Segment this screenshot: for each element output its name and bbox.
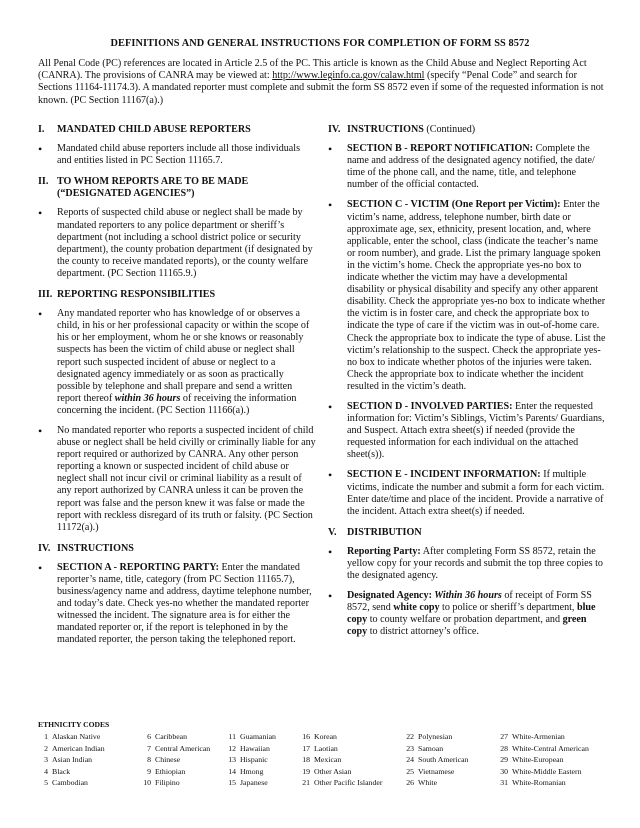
ethnicity-code-label: Hawaiian	[240, 743, 270, 753]
list-item	[328, 469, 606, 517]
list-item	[328, 199, 606, 393]
section-heading	[38, 543, 316, 555]
ethnicity-code-item	[400, 766, 468, 778]
ethnicity-code-label: Korean	[314, 732, 337, 741]
ethnicity-code-item	[296, 731, 382, 743]
ethnicity-code-number: 24	[406, 755, 414, 765]
bullet-icon: •	[328, 198, 333, 213]
ethnicity-code-number: 5	[44, 778, 48, 788]
section-heading	[328, 527, 606, 539]
text-run: Enter the requested information for: Victim’s Siblings, Victim’s Parents/ Guardians, and Suspect. Attach extra sheet(s) if needed (provide the requested information for each individual on the attached sheet(s)).	[347, 400, 605, 461]
bullet-icon: •	[328, 589, 333, 604]
canra-link[interactable]: http://www.leginfo.ca.gov/calaw.html	[272, 70, 425, 82]
ethnicity-code-item	[494, 743, 589, 755]
ethnicity-code-label: Mexican	[314, 755, 342, 765]
ethnicity-code-label: Cambodian	[52, 778, 88, 788]
ethnicity-code-number: 15	[228, 778, 236, 788]
ethnicity-code-number: 23	[406, 743, 414, 753]
section-4	[38, 543, 316, 647]
copy-green-label: green copy	[347, 614, 587, 638]
list-item	[38, 562, 316, 647]
ethnicity-code-label: Other Asian	[314, 766, 352, 776]
bullet-text	[347, 546, 606, 582]
ethnicity-code-item	[38, 754, 105, 766]
ethnicity-code-label: Polynesian	[418, 732, 453, 741]
ethnicity-code-label: Chinese	[155, 755, 181, 765]
section-2	[38, 176, 316, 280]
ethnicity-code-label: American Indian	[52, 743, 105, 753]
section-title: MANDATED CHILD ABUSE REPORTERS	[57, 124, 251, 135]
bullet-icon: •	[38, 142, 43, 157]
continued-label: (Continued)	[423, 124, 476, 135]
list-item	[328, 401, 606, 461]
section-number: III.	[38, 289, 53, 301]
ethnicity-code-label: Samoan	[418, 743, 444, 753]
section-title: DISTRIBUTION	[347, 526, 422, 538]
ethnicity-code-label: White-Romanian	[512, 778, 566, 788]
ethnicity-code-number: 12	[228, 743, 236, 753]
section-4-continued	[328, 124, 606, 518]
bullet-icon: •	[38, 423, 43, 438]
ethnicity-code-number: 25	[406, 766, 414, 776]
ethnicity-code-item	[400, 777, 468, 789]
ethnicity-code-item	[137, 766, 210, 778]
ethnicity-code-number: 21	[302, 778, 310, 788]
bullet-icon: •	[328, 142, 333, 157]
ethnicity-code-item	[400, 731, 468, 743]
ethnicity-code-label: Vietnamese	[418, 766, 455, 776]
text-run: of receipt of Form SS 8572, send	[347, 590, 592, 614]
section-3	[38, 289, 316, 534]
bullet-text	[347, 469, 606, 517]
ethnicity-code-number: 1	[44, 732, 48, 741]
bullet-label: SECTION E - INCIDENT INFORMATION:	[347, 469, 541, 481]
list-item	[328, 546, 606, 582]
ethnicity-column	[494, 731, 589, 789]
ethnicity-code-number: 30	[500, 766, 508, 776]
ethnicity-code-item	[137, 743, 210, 755]
emphasis-text: Within 36 hours	[431, 590, 502, 602]
section-5	[328, 527, 606, 639]
text-run: Complete the name and address of the designated agency notified, the date/ time of the phone call, and the name, title, and telephone number of the official contacted.	[347, 143, 595, 191]
ethnicity-column	[222, 731, 276, 789]
ethnicity-code-item	[494, 731, 589, 743]
ethnicity-column	[38, 731, 105, 789]
ethnicity-column	[296, 731, 382, 789]
bullet-text: Reports of suspected child abuse or neglect shall be made by mandated reporters to any police department or sheriff’s department (not including a school district police or security department), the county probation department (if designated by the county to receive mandated reports), or the county welfare department. (PC Section 11165.9.)	[57, 207, 313, 279]
bullet-text	[347, 590, 606, 638]
emphasis-text: within 36 hours	[114, 392, 181, 404]
ethnicity-code-item	[400, 743, 468, 755]
ethnicity-code-label: White-Armenian	[512, 732, 565, 741]
ethnicity-codes-table	[38, 731, 618, 791]
ethnicity-code-number: 10	[143, 778, 151, 788]
list-item	[38, 308, 316, 417]
ethnicity-code-number: 3	[44, 755, 48, 765]
ethnicity-code-label: Japanese	[240, 778, 268, 788]
bullet-text	[347, 143, 606, 191]
list-item	[328, 143, 606, 191]
ethnicity-code-label: Guamanian	[240, 732, 276, 741]
ethnicity-code-label: Filipino	[155, 778, 180, 788]
ethnicity-code-number: 13	[228, 755, 236, 765]
ethnicity-code-label: Asian Indian	[52, 755, 93, 765]
ethnicity-code-item	[296, 766, 382, 778]
bullet-icon: •	[38, 307, 43, 322]
section-number: I.	[38, 124, 45, 135]
ethnicity-code-item	[296, 743, 382, 755]
ethnicity-column	[137, 731, 210, 789]
section-title: INSTRUCTIONS	[57, 542, 134, 554]
ethnicity-code-item	[137, 777, 210, 789]
bullet-icon: •	[38, 560, 43, 575]
ethnicity-code-label: White-Central American	[512, 743, 589, 753]
bullet-text: Mandated child abuse reporters include all those individuals and entities listed in PC Section 11165.7.	[57, 143, 301, 167]
bullet-icon: •	[328, 544, 333, 559]
ethnicity-code-number: 11	[228, 732, 236, 741]
ethnicity-code-number: 27	[500, 732, 508, 741]
section-title: TO WHOM REPORTS ARE TO BE MADE (“DESIGNATED AGENCIES”)	[57, 176, 249, 200]
section-1	[38, 124, 316, 167]
ethnicity-code-item	[222, 743, 276, 755]
ethnicity-code-item	[38, 743, 105, 755]
bullet-text: No mandated reporter who reports a suspected incident of child abuse or neglect shall be held civilly or criminally liable for any report required or authorized by CANRA. Any other person reporting a known or suspected incident of child abuse or neglect shall not incur civil or criminal liability as a result of any report authorized by CANRA unless it can be proven the report was false and the person knew it was false or made the report with reckless disregard of its truth or falsity. (PC Section 11172(a).)	[57, 424, 316, 533]
ethnicity-code-number: 29	[500, 755, 508, 765]
ethnicity-code-label: Caribbean	[155, 732, 188, 741]
ethnicity-code-item	[137, 754, 210, 766]
text-run: to county welfare or probation department, and	[367, 614, 563, 626]
ethnicity-code-item	[38, 766, 105, 778]
text-run: of receiving the information concerning the incident. (PC Section 11166(a).)	[57, 392, 297, 416]
ethnicity-code-item	[296, 777, 382, 789]
intro-text-1: All Penal Code (PC) references are located in Article 2.5 of the PC. This article is known as the Child Abuse and Neglect Reporting Act (CANRA). The provisions of CANRA may be viewed at:	[38, 58, 587, 82]
ethnicity-code-item	[222, 731, 276, 743]
section-heading	[38, 124, 316, 136]
section-number: IV.	[328, 124, 341, 135]
bullet-text	[57, 562, 316, 647]
section-number: II.	[38, 176, 49, 188]
ethnicity-code-number: 8	[147, 755, 151, 765]
intro-paragraph	[38, 58, 608, 107]
section-title	[347, 124, 475, 136]
ethnicity-codes-title: ETHNICITY CODES	[38, 720, 110, 729]
ethnicity-code-item	[494, 754, 589, 766]
ethnicity-code-item	[222, 754, 276, 766]
ethnicity-code-item	[137, 731, 210, 743]
copy-blue-label: blue copy	[347, 602, 596, 626]
text-run: Enter the mandated reporter’s name, title, category (from PC Section 11165.7), business/agency name and address, daytime telephone number, and today’s date. Check yes-no whether the mandated reporter witnessed the incident. The signature area is for either the mandated reporter or, if the report is telephoned in by the mandated reporter, the person taking the telephoned report.	[57, 561, 312, 646]
bullet-label: SECTION A - REPORTING PARTY:	[57, 561, 219, 573]
bullet-label: Designated Agency:	[347, 590, 432, 602]
ethnicity-code-label: Other Pacific Islander	[314, 778, 383, 788]
ethnicity-code-item	[222, 777, 276, 789]
ethnicity-code-item	[494, 777, 589, 789]
section-heading	[328, 124, 606, 136]
ethnicity-code-item	[38, 777, 105, 789]
ethnicity-code-item	[296, 754, 382, 766]
ethnicity-code-item	[400, 754, 468, 766]
bullet-label: SECTION B - REPORT NOTIFICATION:	[347, 143, 534, 155]
ethnicity-code-label: Ethiopian	[155, 766, 186, 776]
intro-text-2: (specify “Penal Code” and search for Sections 11164-11174.3). A mandated reporter must complete and submit the form SS 8572 even if some of the requested information is not known. (PC Section 11167(a).)	[38, 70, 604, 106]
ethnicity-code-item	[38, 731, 105, 743]
ethnicity-code-label: Laotian	[314, 743, 338, 753]
section-heading	[38, 176, 316, 200]
ethnicity-code-label: Central American	[155, 743, 211, 753]
ethnicity-code-label: South American	[418, 755, 469, 765]
text-run: If multiple victims, indicate the number and submit a form for each victim. Enter date/time and place of the incident. Provide a narrative of the incident. Attach extra sheet(s) if needed.	[347, 469, 605, 517]
ethnicity-code-label: White-Middle Eastern	[512, 766, 582, 776]
copy-white-label: white copy	[393, 602, 440, 614]
ethnicity-code-number: 4	[44, 766, 48, 776]
section-number: IV.	[38, 542, 51, 554]
ethnicity-column	[400, 731, 468, 789]
list-item	[328, 590, 606, 638]
ethnicity-code-number: 6	[147, 732, 151, 741]
text-run: to police or sheriff’s department,	[439, 602, 577, 614]
bullet-text	[347, 401, 606, 461]
ethnicity-code-number: 28	[500, 743, 508, 753]
list-item	[38, 143, 316, 167]
section-title-text: INSTRUCTIONS	[347, 124, 424, 135]
text-run: to district attorney’s office.	[367, 626, 479, 638]
bullet-icon: •	[328, 468, 333, 483]
ethnicity-code-number: 26	[406, 778, 414, 788]
bullet-icon: •	[38, 206, 43, 221]
bullet-text	[57, 308, 316, 417]
text-run: Any mandated reporter who has knowledge of or observes a child, in his or her professional capacity or within the scope of his or her employment, whom he or she knows or reasonably suspects has been the victim of child abuse or neglect shall report such suspected incident of abuse or neglect to a designated agency immediately or as soon as practically possible by telephone and shall prepare and send a written report thereof	[57, 308, 310, 404]
left-column	[38, 124, 316, 656]
ethnicity-code-number: 2	[44, 743, 48, 753]
ethnicity-code-number: 18	[302, 755, 310, 765]
ethnicity-code-number: 14	[228, 766, 236, 776]
ethnicity-code-number: 17	[302, 743, 310, 753]
ethnicity-code-label: Hispanic	[240, 755, 268, 765]
ethnicity-code-number: 9	[147, 766, 151, 776]
right-column	[328, 124, 606, 648]
bullet-label: Reporting Party:	[347, 545, 421, 557]
ethnicity-code-item	[222, 766, 276, 778]
text-run: Enter the victim’s name, address, telephone number, birth date or approximate age, sex, ethnicity, present location, and, where applicable, enter the school, class (indicate the teacher’s name or room number), and grade. List the primary language spoken in the victim’s home. Check the appropriate yes-no box to indicate whether the victim may have a developmental disability or physical disability and specify any other apparent disability. Check the appropriate yes-no box to indicate whether the victim is in foster care, and check the appropriate box to indicate the type of care if the victim was in out-of-home care. Check the appropriate box to indicate the type of abuse. List the victim’s relationship to the suspect. Check the appropriate yes-no box to indicate whether photos of the injuries were taken. Check the appropriate box to indicate whether the incident resulted in the victim’s death.	[347, 199, 606, 392]
bullet-label: SECTION C - VICTIM (One Report per Victim):	[347, 199, 561, 211]
text-run: After completing Form SS 8572, retain the yellow copy for your records and submit the top three copies to the designated agency.	[347, 545, 603, 582]
ethnicity-code-label: White-European	[512, 755, 564, 765]
section-number: V.	[328, 526, 337, 538]
page-title: DEFINITIONS AND GENERAL INSTRUCTIONS FOR COMPLETION OF FORM SS 8572	[110, 38, 530, 49]
bullet-label: SECTION D - INVOLVED PARTIES:	[347, 400, 513, 412]
ethnicity-code-number: 16	[302, 732, 310, 741]
section-heading	[38, 289, 316, 301]
ethnicity-code-number: 31	[500, 778, 508, 788]
ethnicity-code-number: 22	[406, 732, 414, 741]
ethnicity-code-label: Black	[52, 766, 71, 776]
ethnicity-code-label: White	[418, 778, 438, 788]
list-item	[38, 207, 316, 280]
bullet-icon: •	[328, 399, 333, 414]
section-title: REPORTING RESPONSIBILITIES	[57, 289, 216, 301]
list-item	[38, 425, 316, 534]
bullet-text	[347, 199, 606, 393]
ethnicity-code-item	[494, 766, 589, 778]
ethnicity-code-label: Hmong	[240, 766, 264, 776]
ethnicity-code-number: 19	[302, 766, 310, 776]
ethnicity-code-number: 7	[147, 743, 151, 753]
ethnicity-code-label: Alaskan Native	[52, 732, 101, 741]
